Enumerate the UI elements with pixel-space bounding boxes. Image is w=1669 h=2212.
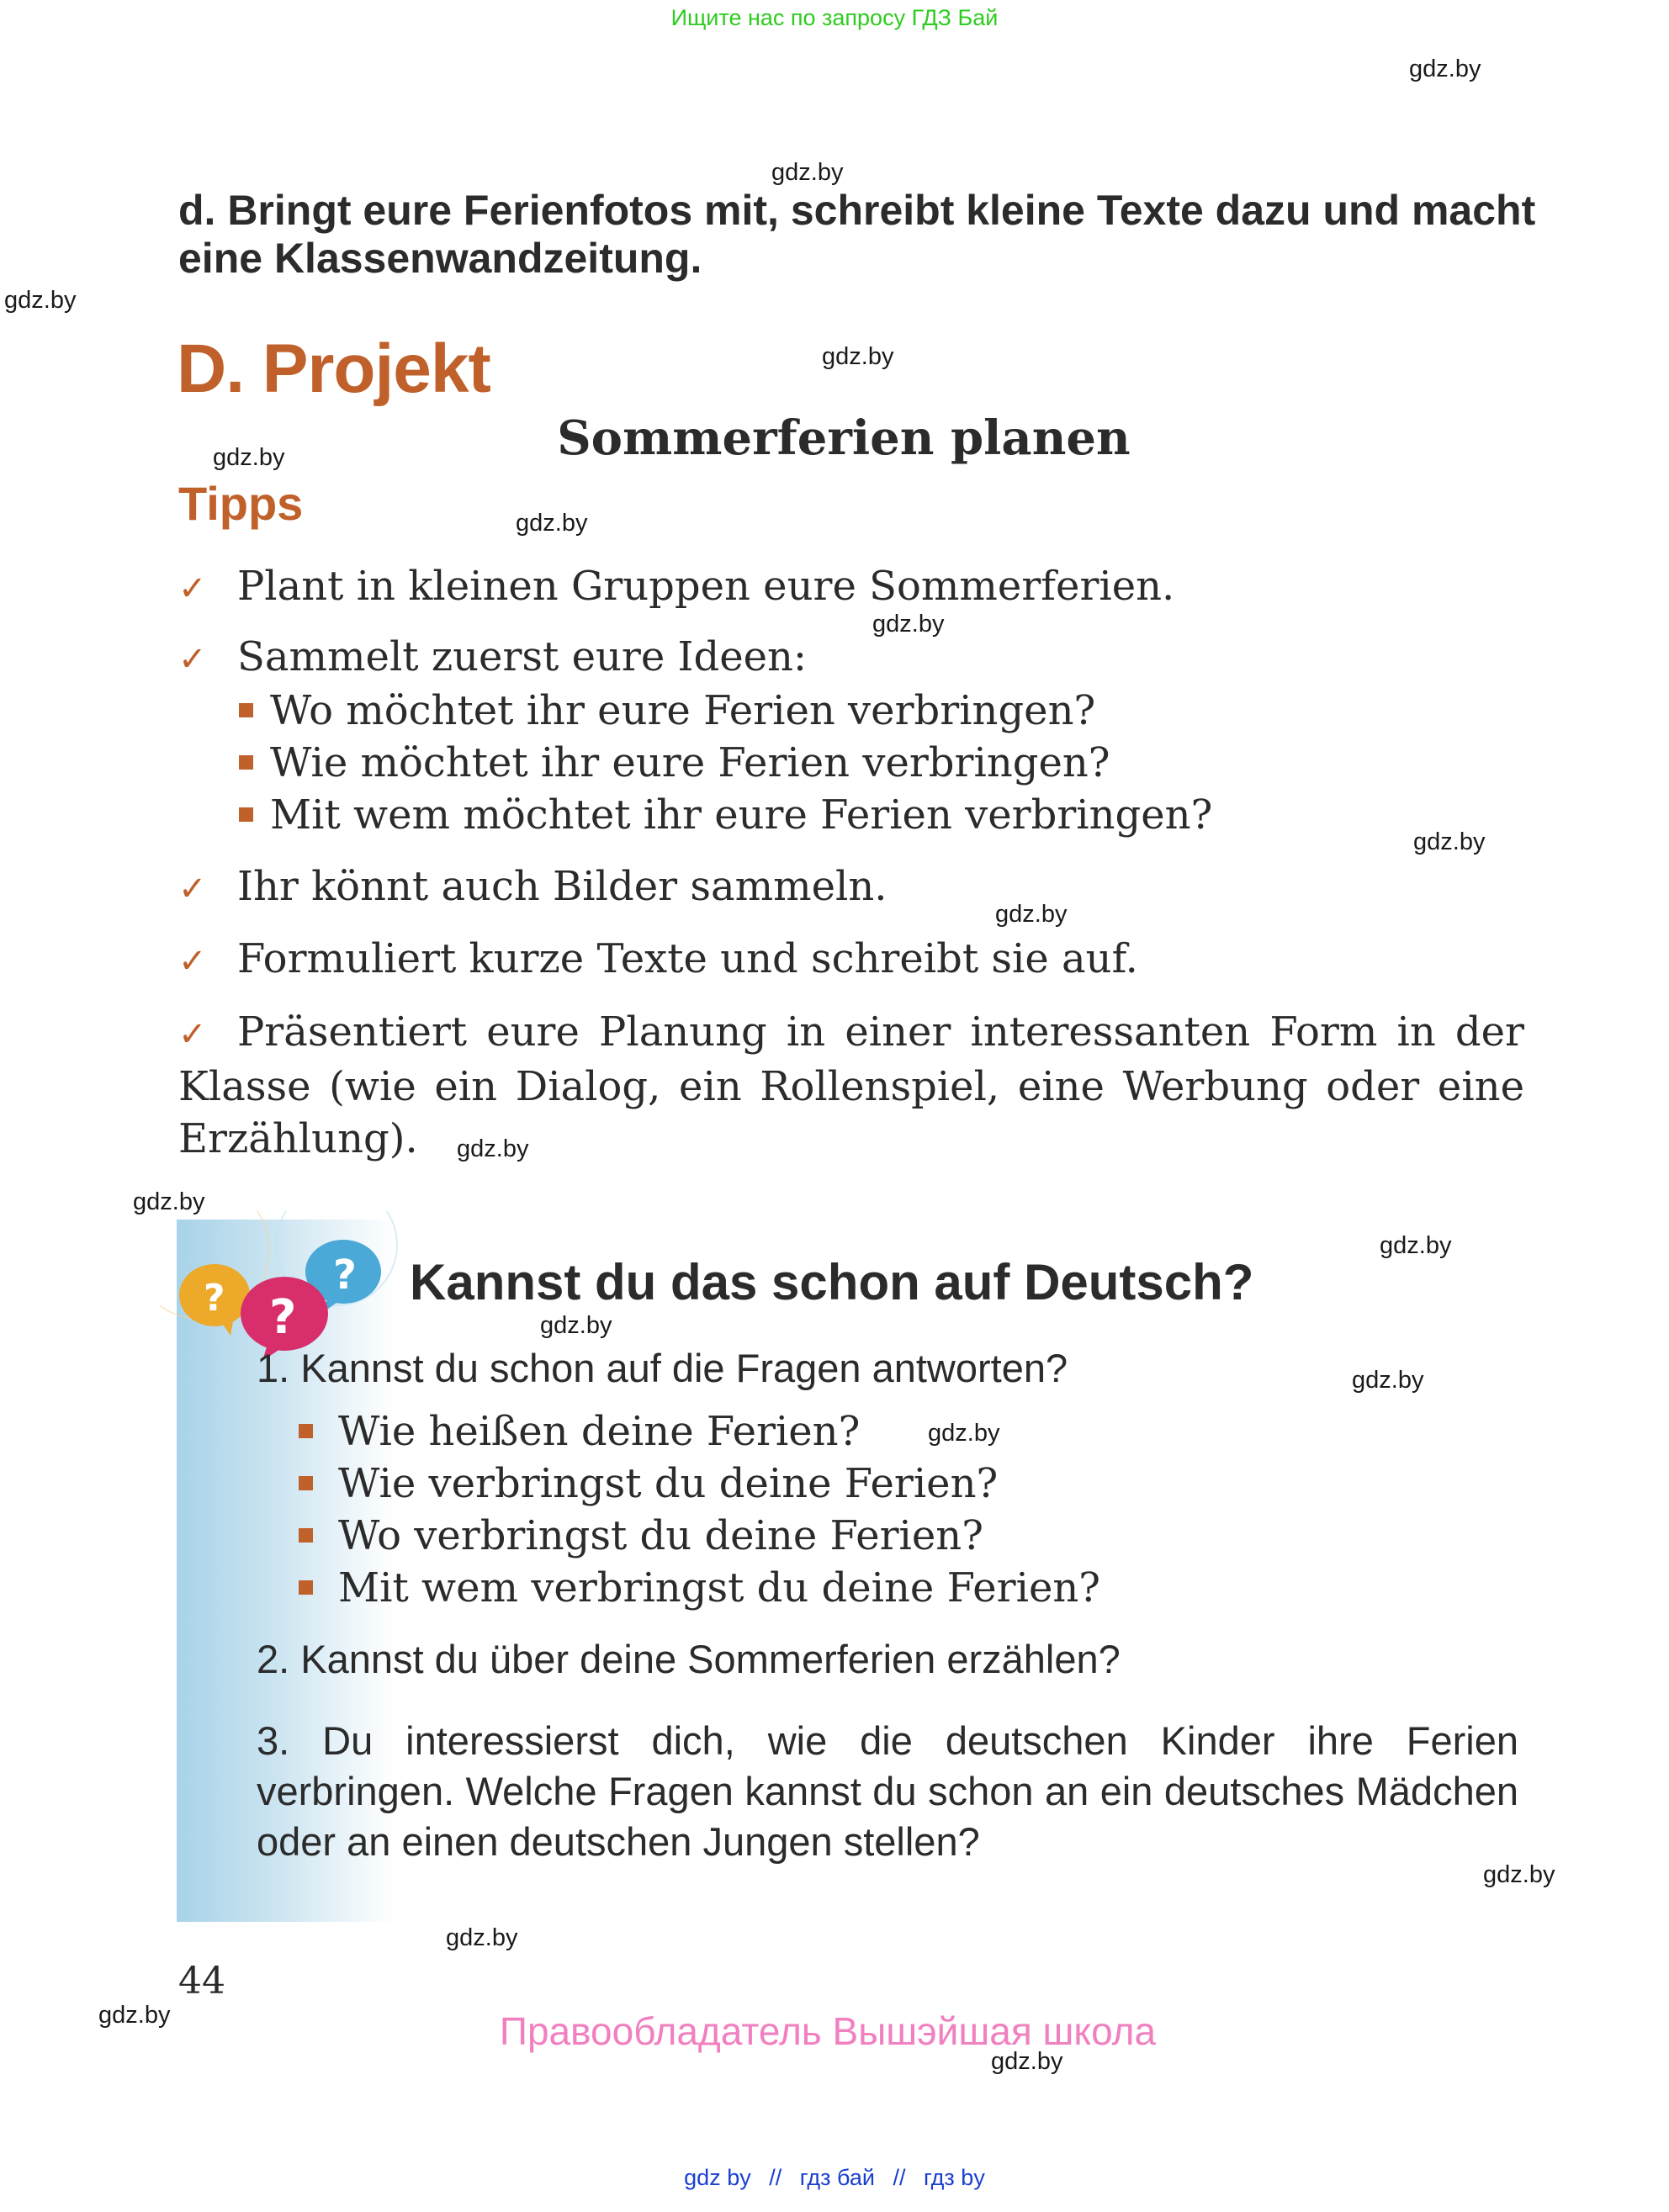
- tips-heading: Tipps: [178, 477, 304, 530]
- watermark: gdz.by: [446, 1924, 518, 1951]
- checkmark-icon: ✓: [178, 870, 207, 908]
- section-title: D. Projekt: [177, 331, 490, 407]
- footer-link[interactable]: gdz by: [684, 2165, 751, 2190]
- watermark: gdz.by: [516, 510, 588, 537]
- watermark: gdz.by: [822, 343, 894, 370]
- watermark: gdz.by: [991, 2048, 1063, 2075]
- project-subtitle: Sommerferien planen: [557, 410, 1131, 466]
- svg-text:?: ?: [333, 1252, 357, 1299]
- watermark: gdz.by: [213, 444, 285, 471]
- square-bullet-icon: [239, 755, 253, 770]
- tip-item: ✓ Ihr könnt auch Bilder sammeln.: [178, 860, 887, 915]
- footer-link[interactable]: гдз бай: [799, 2165, 875, 2190]
- self-check-question-3: 3. Du interessierst dich, wie die deutschen Kinder ihre Ferien verbringen. Welche Fragen kannst du schon an ein deutsches Mädchen oder an einen deutschen Jungen stellen?: [257, 1718, 1518, 1864]
- watermark: gdz.by: [540, 1312, 612, 1339]
- watermark: gdz.by: [133, 1188, 205, 1215]
- idea-question: Wo möchtet ihr eure Ferien verbringen?: [239, 685, 1095, 737]
- watermark: gdz.by: [457, 1135, 529, 1162]
- copyright-notice: Правообладатель Вышэйшая школа: [499, 2009, 1157, 2053]
- watermark: gdz.by: [872, 611, 945, 638]
- self-check-subquestion: Mit wem verbringst du deine Ferien?: [299, 1562, 1100, 1614]
- tip-item-presentation: ✓ Präsentiert eure Planung in einer interessanten Form in der Klasse (wie ein Dialog, ein Rollenspiel, eine Werbung oder eine Erzählung).: [178, 1008, 1524, 1162]
- square-bullet-icon: [299, 1528, 313, 1543]
- question-bubbles-icon: [160, 1211, 404, 1358]
- watermark: gdz.by: [771, 159, 844, 186]
- watermark: gdz.by: [1483, 1861, 1555, 1888]
- self-check-subquestion: Wie verbringst du deine Ferien?: [299, 1458, 998, 1510]
- self-check-heading: Kannst du das schon auf Deutsch?: [410, 1254, 1254, 1310]
- watermark: gdz.by: [995, 901, 1068, 928]
- tip-item: ✓ Formuliert kurze Texte und schreibt sie auf.: [178, 933, 1138, 987]
- checkmark-icon: ✓: [178, 569, 207, 608]
- checkmark-icon: ✓: [178, 942, 207, 981]
- footer-separator: //: [769, 2165, 782, 2190]
- idea-question: Wie möchtet ihr eure Ferien verbringen?: [239, 737, 1110, 789]
- footer-separator: //: [893, 2165, 906, 2190]
- svg-text:?: ?: [204, 1277, 225, 1320]
- self-check-question-1: 1. Kannst du schon auf die Fragen antworten?: [257, 1346, 1068, 1390]
- checkmark-icon: ✓: [178, 640, 207, 679]
- square-bullet-icon: [299, 1476, 313, 1490]
- tip-item: ✓ Plant in kleinen Gruppen eure Sommerferien.: [178, 560, 1174, 615]
- watermark: gdz.by: [928, 1420, 1000, 1447]
- footer-links: [0, 2165, 1669, 2191]
- watermark: gdz.by: [1409, 56, 1481, 82]
- watermark: gdz.by: [4, 287, 77, 314]
- self-check-subquestion: Wie heißen deine Ferien?: [299, 1405, 860, 1458]
- tip-item: ✓ Sammelt zuerst eure Ideen:: [178, 631, 807, 685]
- watermark: gdz.by: [1413, 828, 1486, 855]
- top-banner[interactable]: Ищите нас по запросу ГДЗ Бай: [670, 5, 999, 30]
- square-bullet-icon: [299, 1424, 313, 1438]
- watermark: gdz.by: [98, 2002, 171, 2029]
- intro-task: d. Bringt eure Ferienfotos mit, schreibt kleine Texte dazu und macht eine Klassenwandzeitung.: [178, 187, 1536, 282]
- footer-link[interactable]: гдз by: [924, 2165, 985, 2190]
- watermark: gdz.by: [1352, 1367, 1424, 1394]
- square-bullet-icon: [299, 1580, 313, 1595]
- square-bullet-icon: [239, 807, 253, 822]
- square-bullet-icon: [239, 703, 253, 717]
- idea-question: Mit wem möchtet ihr eure Ferien verbringen?: [239, 789, 1212, 841]
- self-check-question-2: 2. Kannst du über deine Sommerferien erzählen?: [257, 1637, 1121, 1681]
- page-number: 44: [178, 1960, 225, 2003]
- checkmark-icon: ✓: [178, 1015, 207, 1054]
- svg-text:?: ?: [269, 1290, 297, 1345]
- self-check-subquestion: Wo verbringst du deine Ferien?: [299, 1510, 983, 1562]
- watermark: gdz.by: [1380, 1232, 1452, 1259]
